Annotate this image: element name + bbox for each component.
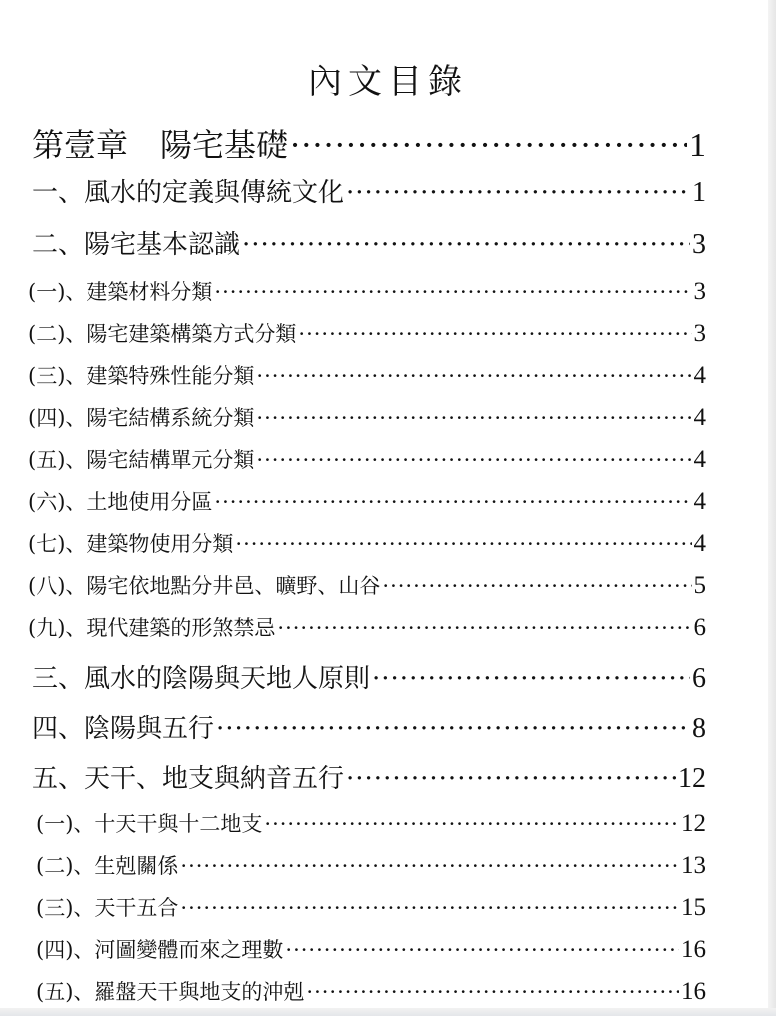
toc-entry-label: 二、陽宅基本認識 <box>32 230 241 260</box>
toc-entry-subsection[interactable] <box>28 612 706 642</box>
toc-entry-subsection[interactable] <box>36 850 706 880</box>
toc-leader-dots <box>346 764 676 794</box>
toc-entry-label: (六)、土地使用分區 <box>28 490 213 514</box>
toc-leader-dots <box>264 812 679 836</box>
toc-entry-page: 13 <box>681 852 706 879</box>
toc-leader-dots <box>298 322 691 346</box>
toc-leader-dots <box>235 532 691 556</box>
toc-leader-dots <box>277 616 691 640</box>
toc-entry-chapter-1[interactable] <box>32 120 706 166</box>
toc-entry-subsection[interactable] <box>28 276 706 306</box>
toc-entry-label: (七)、建築物使用分類 <box>28 532 234 556</box>
toc-entry-subsection[interactable] <box>28 528 706 558</box>
toc-entry-label: 第壹章 陽宅基礎 <box>32 126 289 164</box>
toc-entry-subsection[interactable] <box>36 934 706 964</box>
toc-entry-subsection[interactable] <box>28 360 706 390</box>
toc-entry-label: (五)、羅盤天干與地支的沖剋 <box>36 980 305 1004</box>
toc-entry-page: 8 <box>692 713 706 744</box>
toc-entry-page: 16 <box>681 936 706 963</box>
toc-entry-label: 四、陰陽與五行 <box>32 714 215 744</box>
toc-entry-page: 4 <box>693 362 706 389</box>
toc-entry-subsection[interactable] <box>36 976 706 1006</box>
toc-leader-dots <box>372 664 690 694</box>
toc-leader-dots <box>256 406 691 430</box>
toc-entry-subsection[interactable] <box>28 486 706 516</box>
toc-entry-label: (二)、陽宅建築構築方式分類 <box>28 322 297 346</box>
toc-entry-label: 五、天干、地支與納音五行 <box>32 764 345 794</box>
toc-entry-page: 6 <box>692 663 706 694</box>
toc-entry-page: 4 <box>693 530 706 557</box>
toc-entry-page: 15 <box>681 894 706 921</box>
toc-entry-label: (八)、陽宅依地點分井邑、曠野、山谷 <box>28 574 381 598</box>
toc-entry-label: (五)、陽宅結構單元分類 <box>28 448 255 472</box>
toc-entry-page: 3 <box>693 278 706 305</box>
toc-entry-subsection[interactable] <box>36 808 706 838</box>
toc-entry-subsection[interactable] <box>36 892 706 922</box>
toc-entry-page: 3 <box>692 229 706 260</box>
toc-entry-page: 12 <box>678 763 706 794</box>
scan-edge-shadow <box>768 0 776 1016</box>
toc-entry-subsection[interactable] <box>28 570 706 600</box>
toc-entry-label: (九)、現代建築的形煞禁忌 <box>28 616 276 640</box>
toc-leader-dots <box>216 714 690 744</box>
toc-entry-section-5[interactable] <box>32 758 706 795</box>
toc-leader-dots <box>346 178 690 208</box>
scan-bottom-edge <box>0 1008 776 1016</box>
toc-entry-label: 一、風水的定義與傳統文化 <box>32 178 345 208</box>
toc-leader-dots <box>306 980 679 1004</box>
toc-entry-page: 6 <box>693 614 706 641</box>
toc-entry-section-1[interactable] <box>32 172 706 209</box>
toc-entry-label: (三)、建築特殊性能分類 <box>28 364 255 388</box>
toc-entry-section-4[interactable] <box>32 708 706 745</box>
toc-leader-dots <box>214 490 691 514</box>
toc-entry-page: 12 <box>681 810 706 837</box>
toc-leader-dots <box>382 574 691 598</box>
toc-leader-dots <box>180 896 679 920</box>
toc-entry-page: 1 <box>689 127 706 164</box>
toc-entry-page: 3 <box>693 320 706 347</box>
toc-leader-dots <box>256 448 691 472</box>
toc-entry-page: 1 <box>692 177 706 208</box>
toc-leader-dots <box>290 126 687 164</box>
toc-entry-label: (四)、陽宅結構系統分類 <box>28 406 255 430</box>
toc-entry-page: 4 <box>693 488 706 515</box>
toc-entry-label: (二)、生剋關係 <box>36 854 179 878</box>
toc-entry-page: 4 <box>693 446 706 473</box>
toc-leader-dots <box>256 364 691 388</box>
toc-leader-dots <box>285 938 679 962</box>
toc-entry-section-2[interactable] <box>32 224 706 261</box>
toc-entry-section-3[interactable] <box>32 658 706 695</box>
toc-leader-dots <box>180 854 679 878</box>
toc-entry-label: (一)、建築材料分類 <box>28 280 213 304</box>
toc-entry-page: 16 <box>681 978 706 1005</box>
toc-entry-subsection[interactable] <box>28 318 706 348</box>
page-title: 內文目錄 <box>308 62 468 102</box>
toc-entry-label: 三、風水的陰陽與天地人原則 <box>32 664 371 694</box>
toc-leader-dots <box>214 280 691 304</box>
toc-entry-subsection[interactable] <box>28 402 706 432</box>
toc-entry-page: 4 <box>693 404 706 431</box>
toc-entry-subsection[interactable] <box>28 444 706 474</box>
toc-entry-label: (四)、河圖變體而來之理數 <box>36 938 284 962</box>
toc-leader-dots <box>242 230 690 260</box>
toc-entry-label: (一)、十天干與十二地支 <box>36 812 263 836</box>
toc-entry-label: (三)、天干五合 <box>36 896 179 920</box>
toc-entry-page: 5 <box>693 572 706 599</box>
